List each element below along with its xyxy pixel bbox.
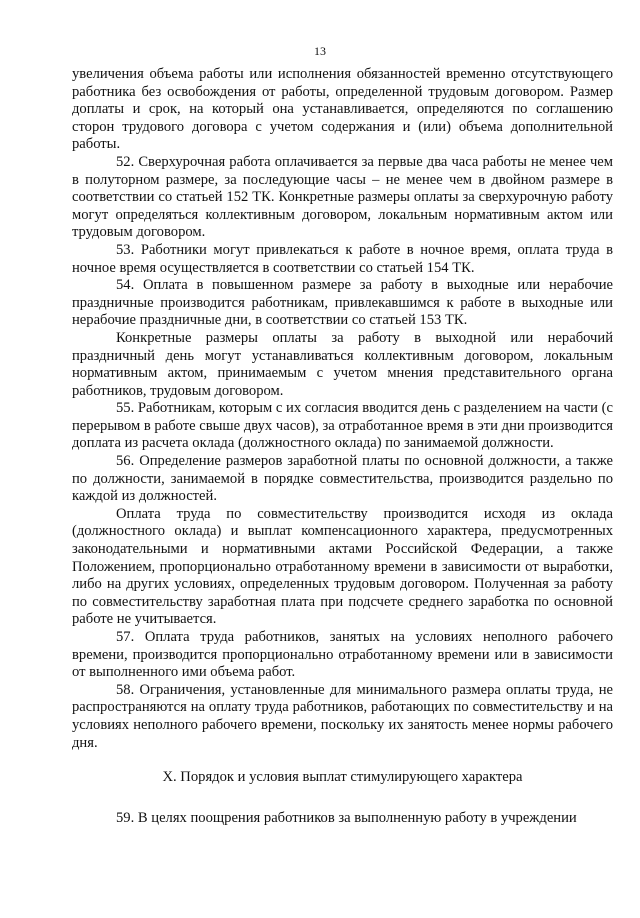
page-number: 13: [314, 44, 326, 58]
section-heading: X. Порядок и условия выплат стимулирующего характера: [162, 769, 523, 786]
paragraph-continuation: увеличения объема работы или исполнения обязанностей временно отсутствующего работника без освобождения от работы, определенной трудовым договором. Размер доплаты и срок, на который она устанавливается, определяются по соглашению сторон трудового договора с учетом содержания и (или) объема дополнительной работы.: [72, 66, 613, 153]
paragraph-55: 55. Работникам, которым с их согласия вводится день с разделением на части (с перерывом в работе свыше двух часов), за отработанное время в эти дни производится доплата из расчета оклада (должностного оклада) по занимаемой должности.: [72, 400, 613, 452]
paragraph-54-specific: Конкретные размеры оплаты за работу в выходной или нерабочий праздничный день могут устанавливаться коллективным договором, локальным нормативным актом, принимаемым с учетом мнения представительного органа работников, трудовым договором.: [72, 329, 613, 399]
paragraph-59: 59. В целях поощрения работников за выполненную работу в учреждении: [116, 809, 577, 826]
paragraph-56: 56. Определение размеров заработной платы по основной должности, а также по должности, занимаемой в порядке совместительства, производится раздельно по каждой из должностей.: [72, 453, 613, 505]
paragraph-57: 57. Оплата труда работников, занятых на условиях неполного рабочего времени, производится пропорционально отработанному времени или в зависимости от выполненного ими объема работ.: [72, 629, 613, 681]
paragraph-58: 58. Ограничения, установленные для минимального размера оплаты труда, не распространяются на оплату труда работников, работающих по совместительству и на условиях неполного рабочего времени, поскольку их занятость менее нормы рабочего дня.: [72, 681, 613, 751]
paragraph-53: 53. Работники могут привлекаться к работе в ночное время, оплата труда в ночное время осуществляется в соответствии со статьей 154 ТК.: [72, 241, 613, 276]
paragraph-56-combination: Оплата труда по совместительству производится исходя из оклада (должностного оклада) и выплат компенсационного характера, предусмотренных законодательными и нормативными актами Российской Федерации, а также Положением, пропорционально отработанному времени в зависимости от выработки, либо на других условиях, определенных трудовым договором. Полученная за работу по совместительству заработная плата при подсчете среднего заработка по основной работе не учитывается.: [72, 505, 613, 628]
paragraph-54: 54. Оплата в повышенном размере за работу в выходные или нерабочие праздничные производится работникам, привлекавшимся к работе в выходные или нерабочие праздничные дни, в соответствии со статьей 153 ТК.: [72, 277, 613, 329]
document-body: [72, 66, 613, 827]
paragraph-52: 52. Сверхурочная работа оплачивается за первые два часа работы не менее чем в полуторном размере, за последующие часы – не менее чем в двойном размере в соответствии со статьей 152 ТК. Конкретные размеры оплаты за сверхурочную работу могут определяться коллективным договором, локальным нормативным актом или трудовым договором.: [72, 153, 613, 241]
